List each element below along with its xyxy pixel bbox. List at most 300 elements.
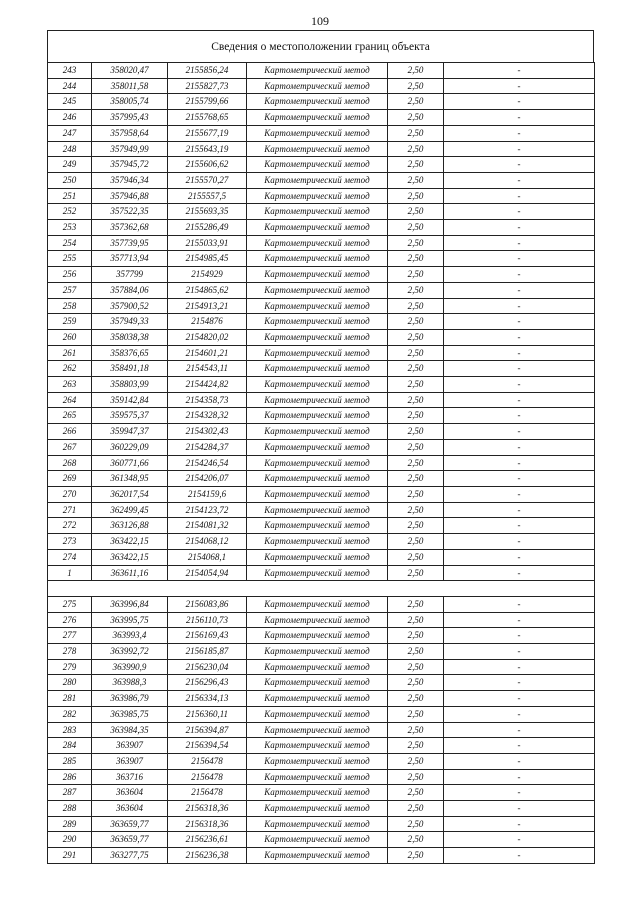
table-row: [48, 706, 595, 722]
note-cell: -: [444, 314, 595, 330]
y-coordinate-cell: 2155606,62: [168, 157, 247, 173]
table-row: [48, 675, 595, 691]
precision-cell: 2,50: [388, 722, 444, 738]
precision-cell: 2,50: [388, 251, 444, 267]
precision-cell: 2,50: [388, 424, 444, 440]
y-coordinate-cell: 2154081,32: [168, 518, 247, 534]
method-cell: Картометрический метод: [247, 424, 388, 440]
x-coordinate-cell: 358020,47: [92, 63, 168, 79]
point-number-cell: 277: [48, 628, 92, 644]
y-coordinate-cell: 2154159,6: [168, 486, 247, 502]
x-coordinate-cell: 357884,06: [92, 282, 168, 298]
note-cell: -: [444, 345, 595, 361]
point-number-cell: 266: [48, 424, 92, 440]
precision-cell: 2,50: [388, 769, 444, 785]
precision-cell: 2,50: [388, 738, 444, 754]
x-coordinate-cell: 358491,18: [92, 361, 168, 377]
method-cell: Картометрический метод: [247, 141, 388, 157]
method-cell: Картометрический метод: [247, 785, 388, 801]
table-row: [48, 172, 595, 188]
boundary-sheet: [47, 30, 594, 864]
note-cell: -: [444, 565, 595, 581]
note-cell: -: [444, 439, 595, 455]
precision-cell: 2,50: [388, 549, 444, 565]
y-coordinate-cell: 2154206,07: [168, 471, 247, 487]
x-coordinate-cell: 363992,72: [92, 644, 168, 660]
precision-cell: 2,50: [388, 408, 444, 424]
table-row: [48, 157, 595, 173]
note-cell: -: [444, 785, 595, 801]
y-coordinate-cell: 2156334,13: [168, 691, 247, 707]
table-row: [48, 596, 595, 612]
table-row: [48, 220, 595, 236]
y-coordinate-cell: 2156478: [168, 753, 247, 769]
x-coordinate-cell: 363604: [92, 785, 168, 801]
point-number-cell: 249: [48, 157, 92, 173]
table-row: [48, 534, 595, 550]
table-row: [48, 549, 595, 565]
method-cell: Картометрический метод: [247, 722, 388, 738]
y-coordinate-cell: 2154302,43: [168, 424, 247, 440]
y-coordinate-cell: 2156394,87: [168, 722, 247, 738]
point-number-cell: 253: [48, 220, 92, 236]
y-coordinate-cell: 2154601,21: [168, 345, 247, 361]
precision-cell: 2,50: [388, 675, 444, 691]
y-coordinate-cell: 2156318,36: [168, 816, 247, 832]
point-number-cell: 264: [48, 392, 92, 408]
table-row: [48, 816, 595, 832]
table-row: [48, 455, 595, 471]
method-cell: Картометрический метод: [247, 675, 388, 691]
precision-cell: 2,50: [388, 204, 444, 220]
precision-cell: 2,50: [388, 235, 444, 251]
precision-cell: 2,50: [388, 63, 444, 79]
method-cell: Картометрический метод: [247, 486, 388, 502]
method-cell: Картометрический метод: [247, 125, 388, 141]
note-cell: -: [444, 753, 595, 769]
point-number-cell: 261: [48, 345, 92, 361]
x-coordinate-cell: 363990,9: [92, 659, 168, 675]
precision-cell: 2,50: [388, 188, 444, 204]
point-number-cell: 248: [48, 141, 92, 157]
point-number-cell: 259: [48, 314, 92, 330]
table-row: [48, 753, 595, 769]
y-coordinate-cell: 2156394,54: [168, 738, 247, 754]
point-number-cell: 287: [48, 785, 92, 801]
x-coordinate-cell: 363604: [92, 801, 168, 817]
precision-cell: 2,50: [388, 753, 444, 769]
method-cell: Картометрический метод: [247, 267, 388, 283]
y-coordinate-cell: 2155827,73: [168, 78, 247, 94]
method-cell: Картометрический метод: [247, 659, 388, 675]
x-coordinate-cell: 358011,58: [92, 78, 168, 94]
note-cell: -: [444, 94, 595, 110]
method-cell: Картометрический метод: [247, 329, 388, 345]
precision-cell: 2,50: [388, 329, 444, 345]
y-coordinate-cell: 2154284,37: [168, 439, 247, 455]
y-coordinate-cell: 2155799,66: [168, 94, 247, 110]
y-coordinate-cell: 2155856,24: [168, 63, 247, 79]
precision-cell: 2,50: [388, 832, 444, 848]
method-cell: Картометрический метод: [247, 848, 388, 864]
note-cell: -: [444, 110, 595, 126]
precision-cell: 2,50: [388, 518, 444, 534]
point-number-cell: 278: [48, 644, 92, 660]
method-cell: Картометрический метод: [247, 94, 388, 110]
precision-cell: 2,50: [388, 361, 444, 377]
table-row: [48, 691, 595, 707]
table-row: [48, 722, 595, 738]
x-coordinate-cell: 357799: [92, 267, 168, 283]
x-coordinate-cell: 357362,68: [92, 220, 168, 236]
note-cell: -: [444, 534, 595, 550]
table-row: [48, 392, 595, 408]
precision-cell: 2,50: [388, 439, 444, 455]
x-coordinate-cell: 359947,37: [92, 424, 168, 440]
table-row: [48, 628, 595, 644]
table-row: [48, 94, 595, 110]
note-cell: -: [444, 486, 595, 502]
y-coordinate-cell: 2156169,43: [168, 628, 247, 644]
point-number-cell: 284: [48, 738, 92, 754]
method-cell: Картометрический метод: [247, 596, 388, 612]
precision-cell: 2,50: [388, 785, 444, 801]
method-cell: Картометрический метод: [247, 78, 388, 94]
method-cell: Картометрический метод: [247, 612, 388, 628]
note-cell: -: [444, 377, 595, 393]
y-coordinate-cell: 2154328,32: [168, 408, 247, 424]
point-number-cell: 279: [48, 659, 92, 675]
note-cell: -: [444, 298, 595, 314]
precision-cell: 2,50: [388, 691, 444, 707]
table-row: [48, 282, 595, 298]
note-cell: -: [444, 848, 595, 864]
method-cell: Картометрический метод: [247, 392, 388, 408]
note-cell: -: [444, 549, 595, 565]
note-cell: -: [444, 659, 595, 675]
point-number-cell: 260: [48, 329, 92, 345]
table-row: [48, 612, 595, 628]
point-number-cell: 282: [48, 706, 92, 722]
table-row: [48, 267, 595, 283]
y-coordinate-cell: 2156296,43: [168, 675, 247, 691]
method-cell: Картометрический метод: [247, 235, 388, 251]
y-coordinate-cell: 2154929: [168, 267, 247, 283]
note-cell: -: [444, 424, 595, 440]
point-number-cell: 272: [48, 518, 92, 534]
table-row: [48, 78, 595, 94]
x-coordinate-cell: 357900,52: [92, 298, 168, 314]
x-coordinate-cell: 363422,15: [92, 549, 168, 565]
x-coordinate-cell: 357949,99: [92, 141, 168, 157]
method-cell: Картометрический метод: [247, 691, 388, 707]
point-number-cell: 255: [48, 251, 92, 267]
point-number-cell: 247: [48, 125, 92, 141]
note-cell: -: [444, 78, 595, 94]
precision-cell: 2,50: [388, 298, 444, 314]
table-row: [48, 251, 595, 267]
method-cell: Картометрический метод: [247, 738, 388, 754]
y-coordinate-cell: 2154865,62: [168, 282, 247, 298]
table-row: [48, 377, 595, 393]
note-cell: -: [444, 282, 595, 298]
method-cell: Картометрический метод: [247, 753, 388, 769]
precision-cell: 2,50: [388, 596, 444, 612]
point-number-cell: 244: [48, 78, 92, 94]
note-cell: -: [444, 706, 595, 722]
precision-cell: 2,50: [388, 392, 444, 408]
y-coordinate-cell: 2155677,19: [168, 125, 247, 141]
x-coordinate-cell: 357946,88: [92, 188, 168, 204]
x-coordinate-cell: 363996,84: [92, 596, 168, 612]
precision-cell: 2,50: [388, 801, 444, 817]
precision-cell: 2,50: [388, 94, 444, 110]
table-row: [48, 235, 595, 251]
note-cell: -: [444, 675, 595, 691]
method-cell: Картометрический метод: [247, 408, 388, 424]
precision-cell: 2,50: [388, 455, 444, 471]
method-cell: Картометрический метод: [247, 377, 388, 393]
x-coordinate-cell: 363611,16: [92, 565, 168, 581]
point-number-cell: 254: [48, 235, 92, 251]
precision-cell: 2,50: [388, 141, 444, 157]
precision-cell: 2,50: [388, 848, 444, 864]
note-cell: -: [444, 329, 595, 345]
note-cell: -: [444, 172, 595, 188]
table-row: [48, 801, 595, 817]
point-number-cell: 275: [48, 596, 92, 612]
point-number-cell: 1: [48, 565, 92, 581]
note-cell: -: [444, 769, 595, 785]
point-number-cell: 268: [48, 455, 92, 471]
page-number: 109: [311, 14, 329, 28]
note-cell: -: [444, 125, 595, 141]
method-cell: Картометрический метод: [247, 110, 388, 126]
y-coordinate-cell: 2155557,5: [168, 188, 247, 204]
x-coordinate-cell: 360771,66: [92, 455, 168, 471]
x-coordinate-cell: 357522,35: [92, 204, 168, 220]
table-row: [48, 141, 595, 157]
table-row: [48, 204, 595, 220]
y-coordinate-cell: 2155570,27: [168, 172, 247, 188]
y-coordinate-cell: 2156236,38: [168, 848, 247, 864]
y-coordinate-cell: 2156185,87: [168, 644, 247, 660]
table-row: [48, 439, 595, 455]
x-coordinate-cell: 358038,38: [92, 329, 168, 345]
table-row: [48, 502, 595, 518]
point-number-cell: 267: [48, 439, 92, 455]
table-row: [48, 471, 595, 487]
method-cell: Картометрический метод: [247, 188, 388, 204]
note-cell: -: [444, 801, 595, 817]
x-coordinate-cell: 363995,75: [92, 612, 168, 628]
table-row: [48, 832, 595, 848]
y-coordinate-cell: 2154246,54: [168, 455, 247, 471]
table-row: [48, 518, 595, 534]
method-cell: Картометрический метод: [247, 455, 388, 471]
point-number-cell: 291: [48, 848, 92, 864]
x-coordinate-cell: 360229,09: [92, 439, 168, 455]
table-row: [48, 110, 595, 126]
point-number-cell: 281: [48, 691, 92, 707]
coordinates-table-body: [48, 63, 595, 864]
method-cell: Картометрический метод: [247, 706, 388, 722]
table-row: [48, 848, 595, 864]
table-row: [48, 738, 595, 754]
note-cell: -: [444, 220, 595, 236]
method-cell: Картометрический метод: [247, 314, 388, 330]
precision-cell: 2,50: [388, 78, 444, 94]
y-coordinate-cell: 2155643,19: [168, 141, 247, 157]
method-cell: Картометрический метод: [247, 298, 388, 314]
method-cell: Картометрический метод: [247, 628, 388, 644]
table-row: [48, 345, 595, 361]
table-row: [48, 125, 595, 141]
precision-cell: 2,50: [388, 110, 444, 126]
point-number-cell: 256: [48, 267, 92, 283]
x-coordinate-cell: 363985,75: [92, 706, 168, 722]
x-coordinate-cell: 363126,88: [92, 518, 168, 534]
method-cell: Картометрический метод: [247, 345, 388, 361]
note-cell: -: [444, 691, 595, 707]
precision-cell: 2,50: [388, 816, 444, 832]
method-cell: Картометрический метод: [247, 172, 388, 188]
table-row: [48, 644, 595, 660]
table-row: [48, 785, 595, 801]
table-row: [48, 659, 595, 675]
table-row: [48, 486, 595, 502]
x-coordinate-cell: 363716: [92, 769, 168, 785]
note-cell: -: [444, 722, 595, 738]
point-number-cell: 251: [48, 188, 92, 204]
y-coordinate-cell: 2154985,45: [168, 251, 247, 267]
y-coordinate-cell: 2155693,35: [168, 204, 247, 220]
y-coordinate-cell: 2154358,73: [168, 392, 247, 408]
table-row: [48, 329, 595, 345]
x-coordinate-cell: 358005,74: [92, 94, 168, 110]
method-cell: Картометрический метод: [247, 518, 388, 534]
y-coordinate-cell: 2156360,11: [168, 706, 247, 722]
table-row: [48, 361, 595, 377]
note-cell: -: [444, 361, 595, 377]
note-cell: -: [444, 267, 595, 283]
method-cell: Картометрический метод: [247, 801, 388, 817]
point-number-cell: 273: [48, 534, 92, 550]
point-number-cell: 265: [48, 408, 92, 424]
note-cell: -: [444, 596, 595, 612]
precision-cell: 2,50: [388, 345, 444, 361]
note-cell: -: [444, 612, 595, 628]
method-cell: Картометрический метод: [247, 549, 388, 565]
y-coordinate-cell: 2154913,21: [168, 298, 247, 314]
x-coordinate-cell: 357946,34: [92, 172, 168, 188]
y-coordinate-cell: 2154123,72: [168, 502, 247, 518]
y-coordinate-cell: 2154068,12: [168, 534, 247, 550]
note-cell: -: [444, 455, 595, 471]
point-number-cell: 245: [48, 94, 92, 110]
point-number-cell: 243: [48, 63, 92, 79]
precision-cell: 2,50: [388, 314, 444, 330]
y-coordinate-cell: 2154543,11: [168, 361, 247, 377]
note-cell: -: [444, 63, 595, 79]
y-coordinate-cell: 2154876: [168, 314, 247, 330]
x-coordinate-cell: 359575,37: [92, 408, 168, 424]
point-number-cell: 289: [48, 816, 92, 832]
y-coordinate-cell: 2154068,1: [168, 549, 247, 565]
precision-cell: 2,50: [388, 471, 444, 487]
point-number-cell: 274: [48, 549, 92, 565]
x-coordinate-cell: 363907: [92, 753, 168, 769]
x-coordinate-cell: 363988,3: [92, 675, 168, 691]
point-number-cell: 271: [48, 502, 92, 518]
precision-cell: 2,50: [388, 282, 444, 298]
table-row: [48, 424, 595, 440]
note-cell: -: [444, 204, 595, 220]
precision-cell: 2,50: [388, 502, 444, 518]
x-coordinate-cell: 363984,35: [92, 722, 168, 738]
x-coordinate-cell: 362017,54: [92, 486, 168, 502]
point-number-cell: 246: [48, 110, 92, 126]
x-coordinate-cell: 361348,95: [92, 471, 168, 487]
y-coordinate-cell: 2156110,73: [168, 612, 247, 628]
y-coordinate-cell: 2155286,49: [168, 220, 247, 236]
precision-cell: 2,50: [388, 125, 444, 141]
x-coordinate-cell: 357739,95: [92, 235, 168, 251]
y-coordinate-cell: 2156236,61: [168, 832, 247, 848]
point-number-cell: 283: [48, 722, 92, 738]
method-cell: Картометрический метод: [247, 251, 388, 267]
precision-cell: 2,50: [388, 172, 444, 188]
y-coordinate-cell: 2156318,36: [168, 801, 247, 817]
table-row: [48, 565, 595, 581]
y-coordinate-cell: 2154424,82: [168, 377, 247, 393]
method-cell: Картометрический метод: [247, 769, 388, 785]
method-cell: Картометрический метод: [247, 644, 388, 660]
note-cell: -: [444, 644, 595, 660]
point-number-cell: 263: [48, 377, 92, 393]
y-coordinate-cell: 2154054,94: [168, 565, 247, 581]
precision-cell: 2,50: [388, 157, 444, 173]
point-number-cell: 290: [48, 832, 92, 848]
table-row: [48, 408, 595, 424]
point-number-cell: 276: [48, 612, 92, 628]
x-coordinate-cell: 357945,72: [92, 157, 168, 173]
coordinates-table: [47, 62, 595, 864]
note-cell: -: [444, 471, 595, 487]
point-number-cell: 262: [48, 361, 92, 377]
y-coordinate-cell: 2156083,86: [168, 596, 247, 612]
method-cell: Картометрический метод: [247, 502, 388, 518]
x-coordinate-cell: 359142,84: [92, 392, 168, 408]
x-coordinate-cell: 357958,64: [92, 125, 168, 141]
note-cell: -: [444, 251, 595, 267]
x-coordinate-cell: 363993,4: [92, 628, 168, 644]
precision-cell: 2,50: [388, 220, 444, 236]
x-coordinate-cell: 363907: [92, 738, 168, 754]
point-number-cell: 269: [48, 471, 92, 487]
group-separator-row: [48, 581, 595, 597]
note-cell: -: [444, 141, 595, 157]
point-number-cell: 257: [48, 282, 92, 298]
method-cell: Картометрический метод: [247, 832, 388, 848]
note-cell: -: [444, 816, 595, 832]
note-cell: -: [444, 738, 595, 754]
table-row: [48, 63, 595, 79]
table-row: [48, 314, 595, 330]
note-cell: -: [444, 188, 595, 204]
method-cell: Картометрический метод: [247, 63, 388, 79]
x-coordinate-cell: 363659,77: [92, 832, 168, 848]
